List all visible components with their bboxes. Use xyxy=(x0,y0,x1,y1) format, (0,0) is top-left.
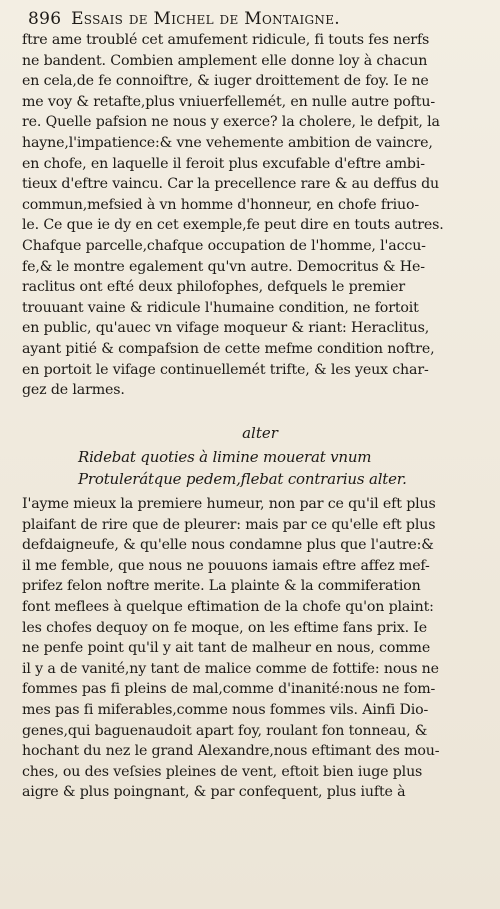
text-line: tieux d'eftre vaincu. Car la precellence rare & au deffus du xyxy=(22,176,440,193)
running-header xyxy=(28,8,488,30)
text-line: commun,mefsied à vn homme d'honneur, en chofe friuo- xyxy=(22,196,419,213)
text-line: il y a de vanité,ny tant de malice comme de fottife: nous ne xyxy=(22,660,439,677)
text-line: genes,qui baguenaudoit apart foy, roulant fon tonneau, & xyxy=(22,722,428,739)
text-line: en portoit le vifage continuellemét trifte, & les yeux char- xyxy=(22,361,429,378)
text-line: en cela,de fe connoiftre, & iuger droittement de foy. Ie ne xyxy=(22,73,429,90)
text-line: me voy & retafte,plus vniuerfellemét, en nulle autre poftu- xyxy=(22,93,435,110)
text-line: defdaigneufe, & qu'elle nous condamne plus que l'autre:& xyxy=(22,537,434,554)
text-line: ches, ou des veſsies pleines de vent, eftoit bien iuge plus xyxy=(22,763,423,780)
text-line: hayne,l'impatience:& vne vehemente ambition de vaincre, xyxy=(22,134,433,151)
text-line: il me femble, que nous ne pouuons iamais eftre affez mef- xyxy=(22,557,430,574)
text-line: le. Ce que ie dy en cet exemple,fe peut dire en touts autres. xyxy=(22,217,444,234)
text-line: gez de larmes. xyxy=(22,382,125,399)
text-line: ayant pitié & compafsion de cette mefme condition noftre, xyxy=(22,340,435,357)
text-line: ne penfe point qu'il y ait tant de malheur en nous, comme xyxy=(22,640,431,657)
running-title: Essais de Michel de Montaigne. xyxy=(71,9,340,29)
text-line: en public, qu'auec vn vifage moqueur & riant: Heraclitus, xyxy=(22,320,430,337)
text-line: les chofes dequoy on fe moque, on les eftime fans prix. Ie xyxy=(22,619,428,636)
text-line: aigre & plus poingnant, & par confequent, plus iufte à xyxy=(22,784,406,801)
text-line: fommes pas fi pleins de mal,comme d'inanité:nous ne fom- xyxy=(22,681,436,698)
latin-verse xyxy=(78,446,490,490)
text-line: Chafque parcelle,chafque occupation de l'homme, l'accu- xyxy=(22,237,426,254)
text-line: hochant du nez le grand Alexandre,nous eftimant des mou- xyxy=(22,743,440,760)
text-line: prifez felon noftre merite. La plainte & la commiferation xyxy=(22,578,421,595)
text-line: ne bandent. Combien amplement elle donne loy à chacun xyxy=(22,52,428,69)
verse-line: Ridebat quoties à limine mouerat vnum xyxy=(78,448,372,466)
paragraph-2 xyxy=(22,494,490,803)
text-line: plaifant de rire que de pleurer: mais par ce qu'elle eft plus xyxy=(22,516,436,533)
paragraph-1 xyxy=(22,30,490,401)
verse-heading: alter xyxy=(242,424,278,442)
text-line: raclitus ont efté deux philofophes, defquels le premier xyxy=(22,279,406,296)
text-line: fe,& le montre egalement qu'vn autre. Democritus & He- xyxy=(22,258,425,275)
verse-line: Protulerátque pedem,flebat contrarius alter. xyxy=(78,470,407,488)
text-line: ftre ame troublé cet amufement ridicule, fi touts fes nerfs xyxy=(22,32,430,48)
text-line: re. Quelle pafsion ne nous y exerce? la cholere, le defpit, la xyxy=(22,114,440,131)
text-line: trouuant vaine & ridicule l'humaine condition, ne fortoit xyxy=(22,299,419,316)
text-line: font meflees à quelque eftimation de la chofe qu'on plaint: xyxy=(22,598,434,615)
text-line: I'ayme mieux la premiere humeur, non par ce qu'il eft plus xyxy=(22,496,436,512)
text-line: en chofe, en laquelle il feroit plus excufable d'eftre ambi- xyxy=(22,155,425,172)
text-line: mes pas fi miferables,comme nous fommes vils. Ainfi Dio- xyxy=(22,701,429,718)
page-number: 896 xyxy=(28,9,62,29)
